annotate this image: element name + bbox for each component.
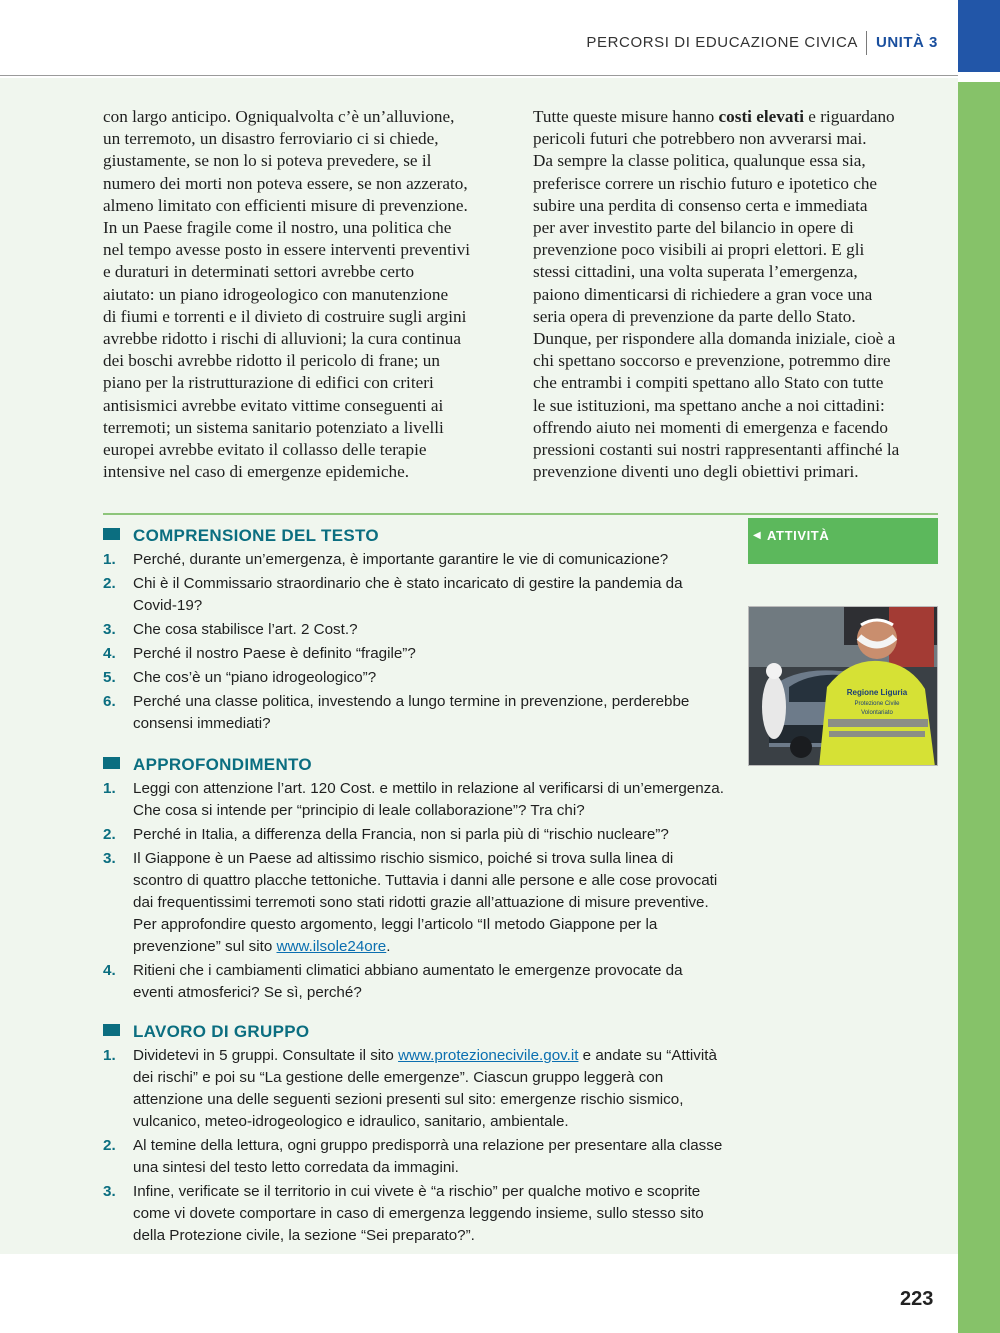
header-separator [866, 31, 867, 55]
list-item [103, 960, 727, 1004]
text-line: e duraturi in determinati settori avrebbe certo [103, 262, 415, 282]
item-number: 2. [103, 1137, 116, 1154]
bold-term: costi elevati [718, 107, 804, 126]
item-text: Al temine della lettura, ogni gruppo predisporrà una relazione per presentare alla classe una sintesi del testo letto corredata da immagini. [133, 1137, 723, 1176]
item-text: Chi è il Commissario straordinario che è stato incaricato di gestire la pandemia da Covid-19? [133, 575, 683, 614]
item-text: Perché in Italia, a differenza della Francia, non si parla più di “rischio nucleare”? [133, 826, 669, 843]
text-line: stessi cittadini, una volta superata l’emergenza, [533, 262, 858, 282]
text-line: chi spettano soccorso e prevenzione, potremmo dire [533, 351, 891, 371]
section-divider [103, 513, 938, 515]
text-line: europei avrebbe evitato il collasso delle terapie [103, 440, 427, 460]
lavoro-title: LAVORO DI GRUPPO [133, 1022, 310, 1041]
text-line: un terremoto, un disastro ferroviario ci si chiede, [103, 129, 439, 149]
protezionecivile-link[interactable]: www.protezionecivile.gov.it [398, 1047, 579, 1064]
vest-text-line1: Regione Liguria [846, 688, 908, 697]
item-text: Infine, verificate se il territorio in cui vivete è “a rischio” per qualche motivo e scoprite come vi dovete comportare in caso di emergenza leggendo insieme, sullo stesso sito della Protezione civile, la sezione “Sei preparato?”. [133, 1183, 704, 1244]
text-line: con largo anticipo. Ogniqualvolta c’è un’alluvione, [103, 107, 455, 126]
text-run: e riguardano [803, 107, 895, 126]
comprensione-list [103, 549, 727, 737]
approfondimento-list [103, 778, 727, 1006]
item-text: Leggi con attenzione l’art. 120 Cost. e mettilo in relazione al verificarsi di un’emergenza. Che cosa si intende per “principio di leale collaborazione”? Tra chi? [133, 780, 724, 819]
text-line: per aver investito parte del bilancio in opere di [533, 218, 854, 238]
attivita-label: ATTIVITÀ [767, 528, 830, 543]
item-text-end: . [386, 938, 391, 955]
triangle-left-icon: ◀ [753, 530, 761, 541]
comprensione-title: COMPRENSIONE DEL TESTO [133, 526, 379, 545]
text-line: seria opera di prevenzione da parte dello Stato. [533, 306, 856, 326]
approfondimento-heading [103, 755, 312, 775]
comprensione-heading [103, 526, 379, 546]
text-line: preferisce correre un rischio futuro e ipotetico che [533, 173, 878, 193]
lavoro-list [103, 1045, 727, 1249]
side-green-band [958, 82, 1000, 1333]
vest-text-line2: Protezione Civile [854, 701, 900, 707]
item-number: 3. [103, 1183, 116, 1200]
list-item [103, 573, 727, 617]
text-line: numero dei morti non poteva essere, se non azzerato, [103, 173, 468, 193]
text-line: Da sempre la classe politica, qualunque essa sia, [533, 151, 866, 171]
text-line: aiutato: un piano idrogeologico con manutenzione [103, 284, 449, 304]
item-text-end: e andate su “Attività dei rischi” e poi su “La gestione delle emergenze”. Ciascun gruppo leggerà con attenzione una delle seguenti sezioni presenti sul sito: emergenze rischio sismico, vulcanico, meteo-idrogeologico e idraulico, sanitario, ambientale. [133, 1047, 717, 1130]
item-text: Ritieni che i cambiamenti climatici abbiano aumentato le emergenze provocate da eventi atmosferici? Se sì, perché? [133, 962, 683, 1001]
item-number: 4. [103, 645, 116, 662]
text-line [533, 106, 939, 128]
text-line: subire una perdita di consenso certa e immediata [533, 195, 868, 215]
square-bullet-icon [103, 1024, 120, 1036]
item-text: Perché una classe politica, investendo a lungo termine in prevenzione, perderebbe consensi immediati? [133, 693, 690, 732]
item-number: 2. [103, 826, 116, 843]
approfondimento-title: APPROFONDIMENTO [133, 755, 312, 774]
page-number: 223 [900, 1288, 934, 1310]
list-item [103, 643, 727, 665]
list-item [103, 1045, 727, 1133]
text-line: che entrambi i compiti spettano allo Stato con tutte [533, 373, 884, 393]
page-header [0, 0, 1000, 76]
text-column-right [533, 106, 939, 483]
item-number: 4. [103, 962, 116, 979]
list-item [103, 667, 727, 689]
item-number: 3. [103, 850, 116, 867]
text-line: giustamente, se non lo si poteva prevedere, se il [103, 151, 432, 171]
text-line: intensive nel caso di emergenze epidemiche. [103, 462, 410, 482]
list-item [103, 619, 727, 641]
text-line: pericoli futuri che potrebbero non avverarsi mai. [533, 129, 867, 149]
photo-illustration [749, 607, 938, 766]
text-line: prevenzione diventi uno degli obiettivi primari. [533, 462, 859, 482]
item-number: 1. [103, 1047, 116, 1064]
square-bullet-icon [103, 757, 120, 769]
text-run: Tutte queste misure hanno [533, 107, 719, 126]
unit-color-tab [958, 0, 1000, 72]
item-text: Dividetevi in 5 gruppi. Consultate il sito [133, 1047, 399, 1064]
item-text: Che cos’è un “piano idrogeologico”? [133, 669, 377, 686]
text-line: di fiumi e torrenti e il divieto di costruire sugli argini [103, 306, 467, 326]
text-line: offrendo aiuto nei momenti di emergenza e facendo [533, 417, 888, 437]
vest-text-line3: Volontariato [861, 710, 893, 716]
attivita-tag [748, 518, 938, 564]
protezione-civile-photo [748, 606, 938, 766]
ilsole24ore-link[interactable]: www.ilsole24ore [276, 938, 387, 955]
item-number: 1. [103, 551, 116, 568]
list-item [103, 1135, 727, 1179]
list-item [103, 549, 727, 571]
text-line: In un Paese fragile come il nostro, una politica che [103, 218, 452, 238]
item-number: 5. [103, 669, 116, 686]
item-text: Perché, durante un’emergenza, è importante garantire le vie di comunicazione? [133, 551, 669, 568]
item-number: 1. [103, 780, 116, 797]
item-number: 3. [103, 621, 116, 638]
list-item [103, 1181, 727, 1247]
item-text: Perché il nostro Paese è definito “fragile”? [133, 645, 416, 662]
text-line: nel tempo avesse posto in essere interventi preventivi [103, 240, 471, 260]
text-line: dei boschi avrebbe ridotto il pericolo di frane; un [103, 351, 440, 371]
square-bullet-icon [103, 528, 120, 540]
item-text: Il Giappone è un Paese ad altissimo rischio sismico, poiché si trova sulla linea di scontro di quattro placche tettoniche. Tuttavia i danni alle persone e alle cose provocati dai frequentissimi terremoti sono stati ridotti grazie all’attuazione di misure preventive. Per approfondire questo argomento, leggi l’articolo “Il metodo Giappone per la prevenzione” sul sito [133, 850, 718, 955]
text-line: prevenzione poco visibili ai propri elettori. E gli [533, 240, 865, 260]
item-number: 6. [103, 693, 116, 710]
text-line: almeno limitato con efficienti misure di prevenzione. [103, 195, 468, 215]
text-line: terremoti; un sistema sanitario potenziato a livelli [103, 417, 444, 437]
unit-label: UNITÀ 3 [876, 34, 938, 51]
text-line: pressioni costanti sui nostri rappresentanti affinché la [533, 440, 900, 460]
text-line: le sue istituzioni, ma spettano anche a noi cittadini: [533, 395, 885, 415]
item-text: Che cosa stabilisce l’art. 2 Cost.? [133, 621, 358, 638]
item-number: 2. [103, 575, 116, 592]
text-line: avrebbe ridotto i rischi di alluvioni; la cura continua [103, 329, 461, 349]
list-item [103, 848, 727, 958]
text-column-left [103, 106, 511, 483]
text-line: Dunque, per rispondere alla domanda iniziale, cioè a [533, 329, 896, 349]
text-line: paiono dimenticarsi di richiedere a gran voce una [533, 284, 873, 304]
list-item [103, 778, 727, 822]
header-rule [0, 75, 958, 76]
list-item [103, 824, 727, 846]
lavoro-heading [103, 1022, 309, 1042]
text-line: piano per la ristrutturazione di edifici con criteri [103, 373, 434, 393]
text-line: antisismici avrebbe evitato vittime conseguenti ai [103, 395, 444, 415]
section-title: PERCORSI DI EDUCAZIONE CIVICA [586, 34, 858, 51]
list-item [103, 691, 727, 735]
